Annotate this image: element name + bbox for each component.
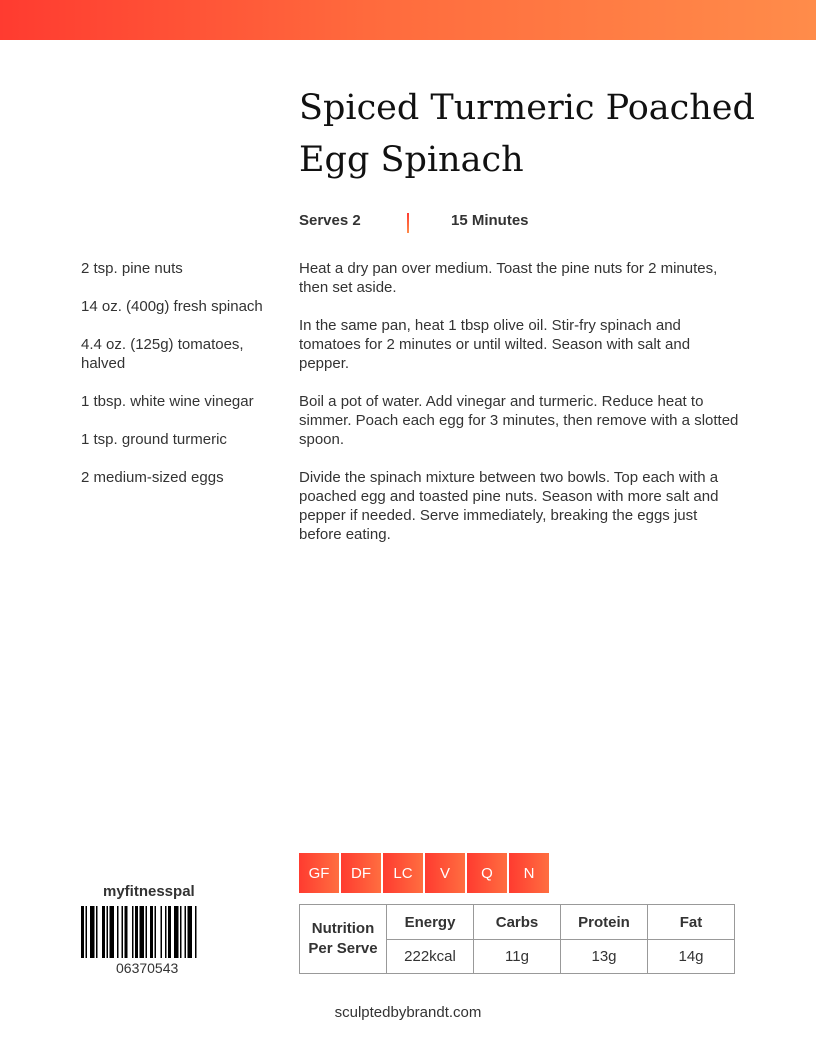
ingredient-item: 1 tbsp. white wine vinegar xyxy=(81,393,254,410)
nutrition-value-energy: 222kcal xyxy=(387,940,474,974)
method-step: Heat a dry pan over medium. Toast the pine nuts for 2 minutes, then set aside. xyxy=(299,260,718,296)
time-label: 15 Minutes xyxy=(451,212,529,229)
footer-website: sculptedbybrandt.com xyxy=(334,1004,482,1021)
diet-badges xyxy=(299,853,551,893)
badge-gluten-free: GF xyxy=(299,853,339,893)
ingredient-item: 1 tsp. ground turmeric xyxy=(81,431,227,448)
nutrition-header-carbs: Carbs xyxy=(474,905,561,940)
top-gradient-bar xyxy=(0,0,816,40)
badge-nut: N xyxy=(509,853,549,893)
nutrition-value-protein: 13g xyxy=(561,940,648,974)
nutrition-header-energy: Energy xyxy=(387,905,474,940)
badge-vegetarian: V xyxy=(425,853,465,893)
myfitnesspal-label: myfitnesspal xyxy=(103,883,195,900)
nutrition-value-carbs: 11g xyxy=(474,940,561,974)
ingredient-item: 4.4 oz. (125g) tomatoes, halved xyxy=(81,336,244,372)
meta-divider xyxy=(407,213,409,233)
ingredient-item: 2 tsp. pine nuts xyxy=(81,260,183,277)
barcode-number: 06370543 xyxy=(116,960,179,976)
nutrition-header-fat: Fat xyxy=(648,905,735,940)
nutrition-label xyxy=(300,905,387,974)
ingredient-list xyxy=(81,259,291,506)
serves-label: Serves 2 xyxy=(299,212,361,229)
ingredient-item: 14 oz. (400g) fresh spinach xyxy=(81,298,263,315)
nutrition-label-line1: Nutrition xyxy=(311,920,375,937)
badge-dairy-free: DF xyxy=(341,853,381,893)
recipe-title: Spiced Turmeric Poached Egg Spinach xyxy=(299,88,755,180)
badge-low-carb: LC xyxy=(383,853,423,893)
method-step: Boil a pot of water. Add vinegar and turmeric. Reduce heat to simmer. Poach each egg for 3 minutes, then remove with a slotted spoon. xyxy=(299,393,739,448)
method-step: In the same pan, heat 1 tbsp olive oil. Stir-fry spinach and tomatoes for 2 minutes or until wilted. Season with salt and pepper. xyxy=(299,317,691,372)
nutrition-label-line2: Per Serve xyxy=(308,940,378,957)
ingredient-item: 2 medium-sized eggs xyxy=(81,469,224,486)
method-steps xyxy=(299,259,739,563)
badge-quick: Q xyxy=(467,853,507,893)
nutrition-header-protein: Protein xyxy=(561,905,648,940)
barcode-icon xyxy=(81,906,223,958)
method-step: Divide the spinach mixture between two bowls. Top each with a poached egg and toasted pine nuts. Season with more salt and pepper if needed. Serve immediately, breaking the eggs just before eating. xyxy=(299,469,719,543)
nutrition-table xyxy=(299,904,735,974)
nutrition-value-fat: 14g xyxy=(648,940,735,974)
